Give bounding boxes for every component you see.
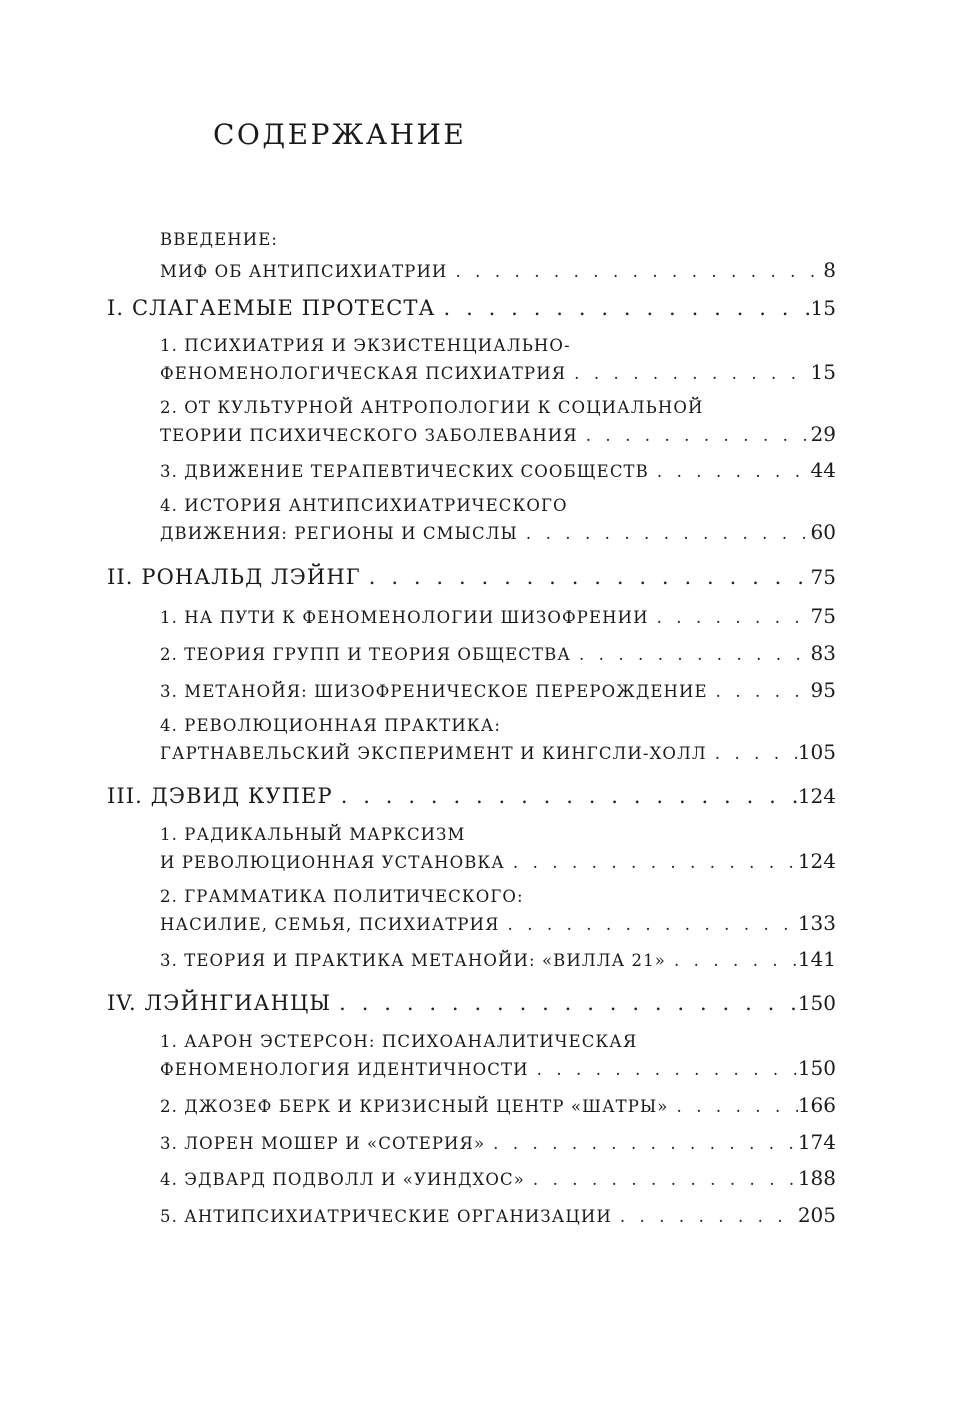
page-number: 15 (810, 360, 836, 384)
toc-section-1-1[interactable] (160, 360, 836, 384)
dot-leader (333, 784, 798, 808)
toc-chapter-2[interactable] (107, 565, 836, 589)
toc-section-3-1[interactable] (160, 849, 836, 873)
entry-title: ДВИЖЕНИЯ: РЕГИОНЫ И СМЫСЛЫ (160, 524, 518, 543)
chapter-title: II. РОНАЛЬД ЛЭЙНГ (107, 565, 361, 589)
dot-leader (529, 1060, 798, 1079)
page-number: 60 (810, 520, 836, 544)
dot-leader (612, 1207, 798, 1226)
entry-title: ТЕОРИИ ПСИХИЧЕСКОГО ЗАБОЛЕВАНИЯ (160, 426, 578, 445)
toc-section-3-2[interactable] (160, 911, 836, 935)
dot-leader (566, 364, 810, 383)
dot-leader (669, 1097, 798, 1116)
toc-chapter-3[interactable] (107, 784, 836, 808)
entry-title: 4. ЭДВАРД ПОДВОЛЛ И «УИНДХОС» (160, 1170, 525, 1189)
entry-title: ФЕНОМЕНОЛОГИЧЕСКАЯ ПСИХИАТРИЯ (160, 364, 567, 383)
toc-section-1-3[interactable] (160, 458, 836, 482)
toc-chapter-4[interactable] (107, 991, 836, 1015)
dot-leader (436, 296, 811, 320)
dot-leader (525, 1170, 798, 1189)
toc-section-2-2[interactable] (160, 641, 836, 665)
dot-leader (571, 645, 811, 664)
toc-section-3-3[interactable] (160, 947, 836, 971)
chapter-title: III. ДЭВИД КУПЕР (107, 784, 333, 808)
page-number: 8 (823, 258, 836, 282)
chapter-title: I. СЛАГАЕМЫЕ ПРОТЕСТА (107, 296, 436, 320)
page-number: 133 (797, 911, 836, 935)
entry-title: 3. МЕТАНОЙЯ: ШИЗОФРЕНИЧЕСКОЕ ПЕРЕРОЖДЕНИЕ (160, 682, 708, 701)
page-number: 75 (810, 604, 836, 628)
section-title-line: 1. ААРОН ЭСТЕРСОН: ПСИХОАНАЛИТИЧЕСКАЯ (160, 1032, 638, 1051)
toc-section-4-2[interactable] (160, 1093, 836, 1117)
page-number: 205 (797, 1203, 836, 1227)
page-number: 166 (797, 1093, 836, 1117)
toc-section-1-4[interactable] (160, 520, 836, 544)
dot-leader (361, 565, 811, 589)
dot-leader (518, 524, 811, 543)
entry-title: ГАРТНАВЕЛЬСКИЙ ЭКСПЕРИМЕНТ И КИНГСЛИ-ХОЛЛ (160, 744, 707, 763)
page-number: 15 (810, 296, 836, 320)
dot-leader (447, 262, 823, 281)
toc-section-2-1[interactable] (160, 604, 836, 628)
toc-chapter-1[interactable] (107, 296, 836, 320)
toc-section-4-4[interactable] (160, 1166, 836, 1190)
dot-leader (505, 853, 798, 872)
toc-section-4-3[interactable] (160, 1130, 836, 1154)
toc-section-4-1[interactable] (160, 1056, 836, 1080)
entry-title: 3. ТЕОРИЯ И ПРАКТИКА МЕТАНОЙИ: «ВИЛЛА 21» (160, 951, 666, 970)
page-number: 95 (810, 678, 836, 702)
page-number: 124 (797, 784, 836, 808)
dot-leader (707, 744, 798, 763)
dot-leader (708, 682, 811, 701)
page-title: СОДЕРЖАНИЕ (213, 118, 467, 151)
page-number: 29 (810, 422, 836, 446)
dot-leader (331, 991, 798, 1015)
entry-title: И РЕВОЛЮЦИОННАЯ УСТАНОВКА (160, 853, 505, 872)
page-number: 124 (797, 849, 836, 873)
entry-title: МИФ ОБ АНТИПСИХИАТРИИ (160, 262, 448, 281)
section-title-line: 1. ПСИХИАТРИЯ И ЭКЗИСТЕНЦИАЛЬНО- (160, 336, 571, 355)
entry-title: ФЕНОМЕНОЛОГИЯ ИДЕНТИЧНОСТИ (160, 1060, 529, 1079)
entry-title: 2. ТЕОРИЯ ГРУПП И ТЕОРИЯ ОБЩЕСТВА (160, 645, 571, 664)
entry-title: 3. ДВИЖЕНИЕ ТЕРАПЕВТИЧЕСКИХ СООБЩЕСТВ (160, 462, 649, 481)
page-number: 174 (797, 1130, 836, 1154)
page-number: 105 (797, 740, 836, 764)
section-title-line: 1. РАДИКАЛЬНЫЙ МАРКСИЗМ (160, 825, 466, 844)
entry-title: 3. ЛОРЕН МОШЕР И «СОТЕРИЯ» (160, 1134, 486, 1153)
section-title-line: 4. ИСТОРИЯ АНТИПСИХИАТРИЧЕСКОГО (160, 496, 568, 515)
entry-title: 1. НА ПУТИ К ФЕНОМЕНОЛОГИИ ШИЗОФРЕНИИ (160, 608, 649, 627)
page-number: 188 (797, 1166, 836, 1190)
dot-leader (666, 951, 798, 970)
entry-title: 5. АНТИПСИХИАТРИЧЕСКИЕ ОРГАНИЗАЦИИ (160, 1207, 612, 1226)
page-number: 44 (810, 458, 836, 482)
page-number: 141 (797, 947, 836, 971)
toc-section-4-5[interactable] (160, 1203, 836, 1227)
section-title-line: 4. РЕВОЛЮЦИОННАЯ ПРАКТИКА: (160, 716, 501, 735)
toc-entry-intro[interactable] (160, 258, 836, 282)
page-number: 83 (810, 641, 836, 665)
page-number: 150 (797, 1056, 836, 1080)
dot-leader (578, 426, 811, 445)
intro-heading: ВВЕДЕНИЕ: (160, 230, 279, 249)
dot-leader (485, 1134, 798, 1153)
toc-section-2-3[interactable] (160, 678, 836, 702)
dot-leader (649, 462, 811, 481)
entry-title: НАСИЛИЕ, СЕМЬЯ, ПСИХИАТРИЯ (160, 915, 500, 934)
section-title-line: 2. ГРАММАТИКА ПОЛИТИЧЕСКОГО: (160, 887, 524, 906)
dot-leader (649, 608, 811, 627)
section-title-line: 2. ОТ КУЛЬТУРНОЙ АНТРОПОЛОГИИ К СОЦИАЛЬНОЙ (160, 398, 704, 417)
toc-section-1-2[interactable] (160, 422, 836, 446)
entry-title: 2. ДЖОЗЕФ БЕРК И КРИЗИСНЫЙ ЦЕНТР «ШАТРЫ» (160, 1097, 669, 1116)
page-number: 150 (797, 991, 836, 1015)
chapter-title: IV. ЛЭЙНГИАНЦЫ (107, 991, 332, 1015)
page-number: 75 (810, 565, 836, 589)
toc-section-2-4[interactable] (160, 740, 836, 764)
dot-leader (500, 915, 798, 934)
